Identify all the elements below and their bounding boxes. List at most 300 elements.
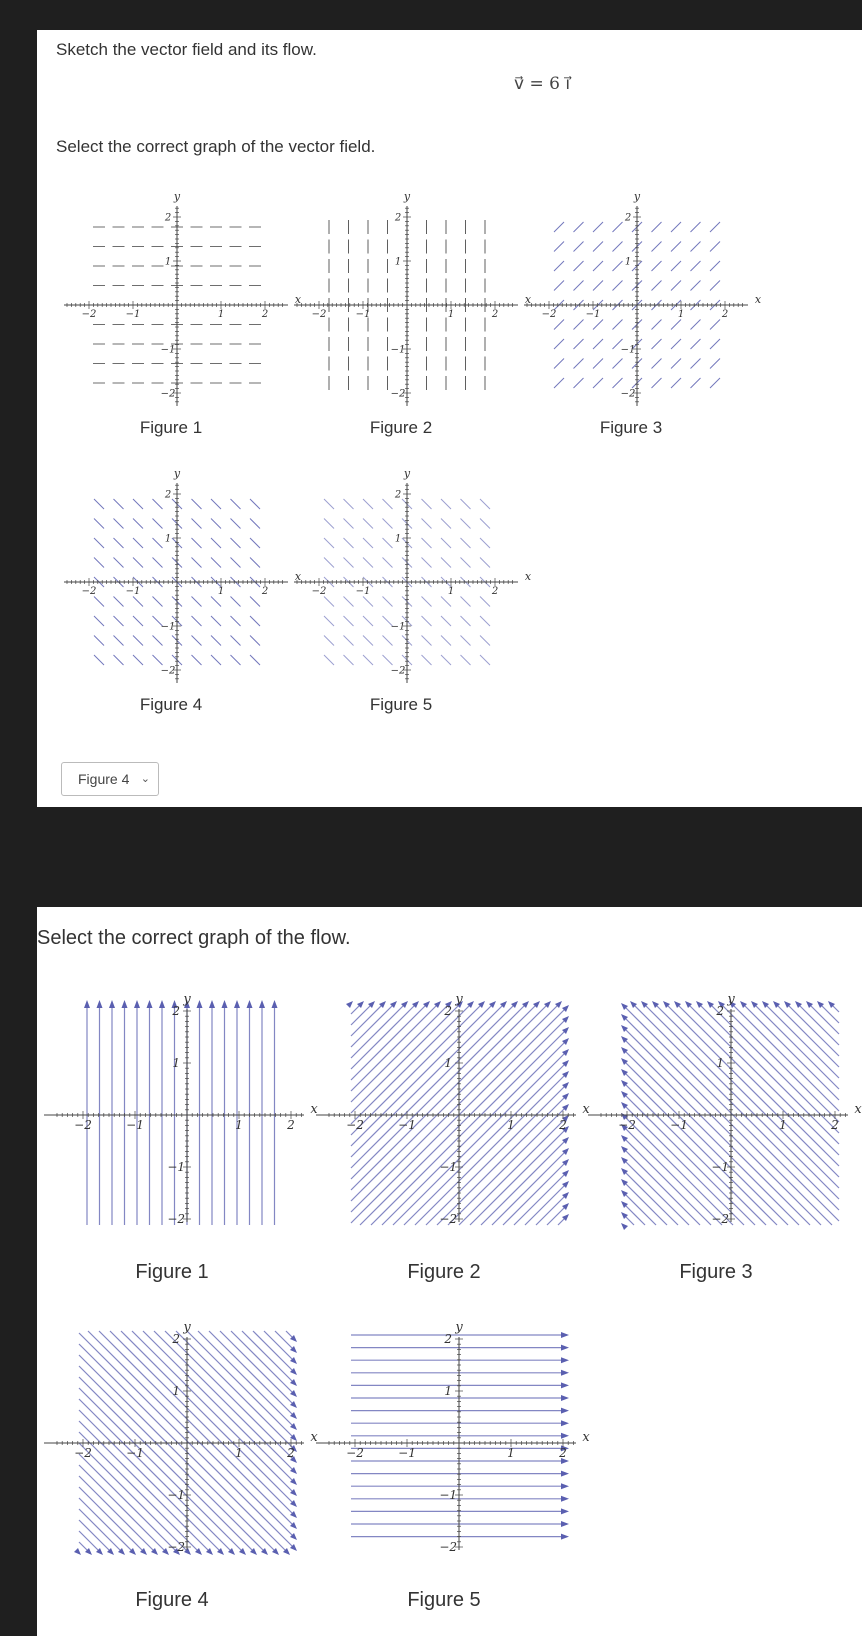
y-axis-label: y bbox=[403, 467, 411, 480]
field-arrow bbox=[671, 261, 681, 271]
x-tick-label: −1 bbox=[125, 309, 141, 320]
field-arrow bbox=[231, 499, 241, 509]
y-tick-label: −2 bbox=[439, 1212, 458, 1227]
field-arrow bbox=[211, 655, 221, 665]
field-arrow bbox=[324, 538, 334, 548]
field-answer-select[interactable] bbox=[61, 762, 159, 796]
flow-line bbox=[351, 1003, 527, 1179]
x-tick-label: −2 bbox=[618, 1118, 636, 1132]
y-tick-label: −1 bbox=[711, 1160, 730, 1175]
field-arrow bbox=[250, 558, 260, 568]
x-tick-label: −1 bbox=[126, 1118, 144, 1132]
flow-line bbox=[623, 1071, 777, 1225]
field-arrow bbox=[133, 636, 143, 646]
field-arrow bbox=[480, 597, 490, 607]
field-arrow bbox=[613, 242, 623, 252]
y-axis-label: y bbox=[183, 992, 191, 1007]
field-arrow bbox=[94, 519, 104, 529]
y-axis-label: y bbox=[403, 190, 411, 203]
field-arrow bbox=[574, 261, 584, 271]
field-arrow bbox=[153, 519, 163, 529]
y-tick-label: 1 bbox=[394, 256, 402, 268]
chevron-down-icon: ⌄ bbox=[140, 773, 150, 785]
field-arrow bbox=[133, 558, 143, 568]
x-axis-label: x bbox=[754, 293, 762, 306]
flow-line bbox=[88, 1331, 295, 1538]
field-arrow bbox=[250, 519, 260, 529]
y-tick-label: −1 bbox=[439, 1160, 458, 1175]
flow-line bbox=[764, 1003, 839, 1078]
field-arrow bbox=[593, 378, 603, 388]
vector-field-figure-3 bbox=[522, 178, 762, 410]
y-tick-label: 2 bbox=[444, 1004, 453, 1019]
field-caption-3: Figure 3 bbox=[599, 418, 663, 437]
field-arrow bbox=[422, 616, 432, 626]
field-arrow bbox=[133, 538, 143, 548]
field-arrow bbox=[441, 558, 451, 568]
field-arrow bbox=[153, 538, 163, 548]
field-arrow bbox=[422, 597, 432, 607]
field-arrow bbox=[593, 242, 603, 252]
field-arrow bbox=[250, 655, 260, 665]
y-tick-label: 1 bbox=[394, 533, 402, 545]
field-arrow bbox=[153, 499, 163, 509]
field-arrow bbox=[613, 222, 623, 232]
x-axis-label: x bbox=[294, 293, 302, 306]
flow-line bbox=[220, 1331, 295, 1406]
flow-line bbox=[623, 1060, 788, 1225]
y-tick-label: −1 bbox=[439, 1488, 458, 1503]
field-arrow bbox=[461, 538, 471, 548]
field-arrow bbox=[554, 242, 564, 252]
flow-line bbox=[623, 1203, 645, 1225]
field-arrow bbox=[153, 655, 163, 665]
field-arrow bbox=[383, 597, 393, 607]
flow-line bbox=[623, 1159, 689, 1225]
field-arrow bbox=[671, 359, 681, 369]
field-arrow bbox=[574, 242, 584, 252]
field-arrow bbox=[231, 538, 241, 548]
y-tick-label: −1 bbox=[160, 621, 176, 633]
field-arrow bbox=[231, 519, 241, 529]
x-axis-label: x bbox=[310, 1430, 318, 1445]
field-arrow bbox=[652, 339, 662, 349]
flow-line bbox=[351, 1003, 516, 1168]
field-arrow bbox=[441, 499, 451, 509]
field-arrow bbox=[554, 261, 564, 271]
flow-line bbox=[742, 1003, 839, 1100]
x-tick-label: 1 bbox=[447, 586, 455, 597]
field-arrow bbox=[133, 519, 143, 529]
field-arrow bbox=[671, 339, 681, 349]
y-axis-label: y bbox=[633, 190, 641, 203]
field-arrow bbox=[383, 499, 393, 509]
flow-arrowhead bbox=[561, 1370, 569, 1376]
x-tick-label: 1 bbox=[447, 309, 455, 320]
field-arrow bbox=[192, 636, 202, 646]
y-axis-label: y bbox=[455, 992, 463, 1007]
x-tick-label: −2 bbox=[541, 309, 557, 320]
x-tick-label: −2 bbox=[346, 1446, 364, 1460]
y-tick-label: 2 bbox=[164, 489, 172, 501]
field-arrow bbox=[344, 538, 354, 548]
y-tick-label: 2 bbox=[172, 1332, 181, 1347]
x-tick-label: −1 bbox=[585, 309, 601, 320]
flow-line bbox=[351, 1003, 373, 1025]
field-arrow bbox=[652, 359, 662, 369]
question-panel-field bbox=[37, 30, 862, 807]
field-arrow bbox=[461, 655, 471, 665]
field-arrow bbox=[153, 597, 163, 607]
flow-line bbox=[676, 1003, 839, 1166]
x-tick-label: 1 bbox=[779, 1118, 787, 1132]
flow-line bbox=[79, 1509, 123, 1553]
flow-line bbox=[623, 1093, 755, 1225]
x-tick-label: 2 bbox=[261, 309, 269, 320]
field-arrow bbox=[324, 616, 334, 626]
y-tick-label: 2 bbox=[394, 212, 402, 224]
flow-line bbox=[79, 1487, 145, 1553]
y-tick-label: −1 bbox=[160, 344, 176, 356]
field-question: Select the correct graph of the vector field. bbox=[56, 137, 376, 156]
flow-arrowhead bbox=[561, 1521, 569, 1527]
field-arrow bbox=[211, 636, 221, 646]
x-tick-label: −1 bbox=[398, 1118, 416, 1132]
field-arrow bbox=[710, 378, 720, 388]
field-arrow bbox=[574, 359, 584, 369]
field-arrow bbox=[554, 339, 564, 349]
field-arrow bbox=[554, 378, 564, 388]
field-arrow bbox=[574, 222, 584, 232]
flow-line bbox=[143, 1331, 295, 1483]
y-tick-label: −2 bbox=[167, 1212, 186, 1227]
field-arrow bbox=[250, 616, 260, 626]
field-arrow bbox=[691, 242, 701, 252]
flow-line bbox=[351, 1003, 560, 1212]
flow-arrowhead bbox=[122, 1000, 128, 1008]
flow-arrowhead bbox=[561, 1483, 569, 1489]
y-tick-label: 2 bbox=[172, 1004, 181, 1019]
flow-arrowhead bbox=[159, 1000, 165, 1008]
field-arrow bbox=[652, 378, 662, 388]
field-arrow bbox=[250, 538, 260, 548]
field-arrow bbox=[231, 636, 241, 646]
flow-line bbox=[79, 1465, 167, 1553]
flow-line bbox=[786, 1003, 839, 1056]
flow-arrowhead bbox=[561, 1382, 569, 1388]
field-arrow bbox=[211, 519, 221, 529]
field-arrow bbox=[363, 597, 373, 607]
flow-line bbox=[351, 1003, 406, 1058]
flow-arrowhead bbox=[346, 1001, 353, 1008]
field-arrow bbox=[383, 558, 393, 568]
field-arrow bbox=[250, 597, 260, 607]
y-axis-label: y bbox=[173, 467, 181, 480]
x-tick-label: −2 bbox=[311, 309, 327, 320]
x-tick-label: 2 bbox=[721, 309, 729, 320]
field-arrow bbox=[94, 538, 104, 548]
flow-line bbox=[623, 1049, 799, 1225]
flow-arrowhead bbox=[561, 1357, 569, 1363]
field-arrow bbox=[133, 655, 143, 665]
field-arrow bbox=[324, 655, 334, 665]
x-tick-label: −1 bbox=[398, 1446, 416, 1460]
field-arrow bbox=[574, 281, 584, 291]
field-arrow bbox=[710, 242, 720, 252]
x-tick-label: −2 bbox=[81, 586, 97, 597]
flow-line bbox=[79, 1377, 255, 1553]
flow-line bbox=[623, 1137, 711, 1225]
flow-line bbox=[351, 1003, 472, 1124]
y-tick-label: 1 bbox=[624, 256, 632, 268]
field-arrow bbox=[211, 558, 221, 568]
vector-field-figure-2 bbox=[292, 178, 532, 410]
field-arrow bbox=[593, 320, 603, 330]
field-arrow bbox=[593, 222, 603, 232]
y-tick-label: −2 bbox=[390, 388, 406, 400]
flow-arrowhead bbox=[209, 1000, 215, 1008]
flow-caption-4: Figure 4 bbox=[135, 1589, 209, 1611]
field-arrow bbox=[94, 655, 104, 665]
y-axis-label: y bbox=[727, 992, 735, 1007]
field-arrow bbox=[613, 261, 623, 271]
field-arrow bbox=[480, 538, 490, 548]
flow-line bbox=[351, 1003, 494, 1146]
field-arrow bbox=[133, 616, 143, 626]
flow-figure-4 bbox=[42, 1305, 318, 1555]
y-tick-label: 1 bbox=[444, 1056, 453, 1071]
field-arrow bbox=[192, 558, 202, 568]
field-arrow bbox=[574, 378, 584, 388]
x-tick-label: −1 bbox=[670, 1118, 688, 1132]
field-arrow bbox=[383, 519, 393, 529]
flow-caption-3: Figure 3 bbox=[679, 1261, 753, 1283]
flow-figure-1 bbox=[42, 977, 318, 1227]
x-tick-label: 1 bbox=[217, 309, 225, 320]
y-tick-label: 1 bbox=[172, 1056, 181, 1071]
x-tick-label: 2 bbox=[491, 586, 499, 597]
y-tick-label: 2 bbox=[624, 212, 632, 224]
flow-figure-5 bbox=[314, 1305, 590, 1555]
field-arrow bbox=[480, 499, 490, 509]
field-arrow bbox=[192, 538, 202, 548]
flow-line bbox=[797, 1003, 839, 1045]
field-arrow bbox=[441, 538, 451, 548]
field-arrow bbox=[574, 339, 584, 349]
y-tick-label: 2 bbox=[394, 489, 402, 501]
field-arrow bbox=[461, 597, 471, 607]
flow-arrowhead bbox=[272, 1000, 278, 1008]
field-arrow bbox=[652, 242, 662, 252]
x-axis-label: x bbox=[582, 1430, 590, 1445]
flow-line bbox=[79, 1399, 233, 1553]
flow-line bbox=[514, 1172, 567, 1225]
flow-line bbox=[79, 1476, 156, 1553]
x-tick-label: 1 bbox=[507, 1118, 515, 1132]
y-tick-label: −1 bbox=[167, 1488, 186, 1503]
field-arrow bbox=[480, 636, 490, 646]
field-arrow bbox=[554, 281, 564, 291]
field-arrow bbox=[383, 655, 393, 665]
field-arrow bbox=[250, 636, 260, 646]
field-arrow bbox=[344, 636, 354, 646]
y-tick-label: 1 bbox=[444, 1384, 453, 1399]
flow-arrowhead bbox=[621, 1223, 628, 1230]
field-arrow bbox=[593, 359, 603, 369]
flow-caption-2: Figure 2 bbox=[407, 1261, 481, 1283]
field-arrow bbox=[114, 597, 124, 607]
x-tick-label: −1 bbox=[355, 586, 371, 597]
field-arrow bbox=[461, 558, 471, 568]
field-arrow bbox=[710, 222, 720, 232]
field-arrow bbox=[383, 538, 393, 548]
x-tick-label: 1 bbox=[217, 586, 225, 597]
field-arrow bbox=[671, 242, 681, 252]
flow-line bbox=[753, 1003, 839, 1089]
flow-arrowhead bbox=[234, 1000, 240, 1008]
field-arrow bbox=[133, 597, 143, 607]
field-arrow bbox=[652, 281, 662, 291]
flow-line bbox=[623, 1170, 678, 1225]
field-arrow bbox=[691, 222, 701, 232]
field-arrow bbox=[114, 519, 124, 529]
field-arrow bbox=[114, 636, 124, 646]
field-caption-4: Figure 4 bbox=[139, 695, 203, 714]
flow-line bbox=[623, 1082, 766, 1225]
field-arrow bbox=[422, 538, 432, 548]
flow-line bbox=[687, 1003, 839, 1155]
x-tick-label: −1 bbox=[355, 309, 371, 320]
flow-line bbox=[79, 1421, 211, 1553]
flow-arrowhead bbox=[561, 1395, 569, 1401]
field-arrow bbox=[344, 558, 354, 568]
field-arrow bbox=[480, 519, 490, 529]
field-arrow bbox=[94, 597, 104, 607]
field-arrow bbox=[480, 616, 490, 626]
field-arrow bbox=[461, 499, 471, 509]
field-caption-5: Figure 5 bbox=[369, 695, 433, 714]
field-arrow bbox=[710, 261, 720, 271]
y-tick-label: −2 bbox=[620, 388, 636, 400]
field-arrow bbox=[231, 558, 241, 568]
flow-line bbox=[253, 1331, 295, 1373]
field-arrow bbox=[574, 320, 584, 330]
flow-line bbox=[351, 1003, 428, 1080]
field-arrow bbox=[363, 558, 373, 568]
field-arrow bbox=[94, 616, 104, 626]
y-axis-label: y bbox=[455, 1320, 463, 1335]
field-arrow bbox=[554, 222, 564, 232]
field-arrow bbox=[363, 519, 373, 529]
x-tick-label: −2 bbox=[81, 309, 97, 320]
field-arrow bbox=[710, 339, 720, 349]
field-arrow bbox=[441, 655, 451, 665]
x-tick-label: 2 bbox=[831, 1118, 839, 1132]
y-tick-label: 1 bbox=[164, 533, 172, 545]
flow-line bbox=[623, 1016, 832, 1225]
x-tick-label: 1 bbox=[235, 1446, 243, 1460]
x-axis-label: x bbox=[524, 570, 532, 583]
y-tick-label: −2 bbox=[711, 1212, 730, 1227]
field-arrow bbox=[211, 597, 221, 607]
x-axis-label: x bbox=[294, 570, 302, 583]
field-arrow bbox=[593, 261, 603, 271]
flow-line bbox=[492, 1150, 567, 1225]
field-arrow bbox=[691, 320, 701, 330]
x-tick-label: 2 bbox=[261, 586, 269, 597]
field-arrow bbox=[211, 616, 221, 626]
flow-line bbox=[623, 1148, 700, 1225]
vector-field-figure-1 bbox=[62, 178, 302, 410]
field-arrow bbox=[114, 538, 124, 548]
field-arrow bbox=[613, 320, 623, 330]
selected-value: Figure 4 bbox=[78, 771, 130, 787]
field-arrow bbox=[461, 616, 471, 626]
field-arrow bbox=[94, 499, 104, 509]
flow-line bbox=[382, 1040, 567, 1225]
y-tick-label: 1 bbox=[164, 256, 172, 268]
field-arrow bbox=[710, 281, 720, 291]
flow-arrowhead bbox=[97, 1000, 103, 1008]
flow-arrowhead bbox=[561, 1508, 569, 1514]
field-arrow bbox=[441, 519, 451, 529]
flow-line bbox=[654, 1003, 839, 1188]
y-tick-label: −1 bbox=[390, 344, 406, 356]
flow-arrowhead bbox=[197, 1000, 203, 1008]
x-tick-label: 1 bbox=[677, 309, 685, 320]
flow-line bbox=[720, 1003, 839, 1122]
field-arrow bbox=[324, 636, 334, 646]
flow-line bbox=[351, 1003, 453, 1102]
flow-arrowhead bbox=[84, 1000, 90, 1008]
field-caption-2: Figure 2 bbox=[369, 418, 433, 437]
x-axis-label: x bbox=[854, 1102, 862, 1117]
field-arrow bbox=[133, 499, 143, 509]
flow-arrowhead bbox=[134, 1000, 140, 1008]
field-arrow bbox=[363, 636, 373, 646]
field-arrow bbox=[114, 499, 124, 509]
field-arrow bbox=[671, 378, 681, 388]
flow-arrowhead bbox=[561, 1345, 569, 1351]
y-tick-label: 2 bbox=[716, 1004, 725, 1019]
field-arrow bbox=[324, 558, 334, 568]
x-tick-label: −2 bbox=[74, 1446, 92, 1460]
y-tick-label: 2 bbox=[164, 212, 172, 224]
field-arrow bbox=[344, 655, 354, 665]
field-arrow bbox=[383, 636, 393, 646]
field-arrow bbox=[691, 261, 701, 271]
vector-field-figure-5 bbox=[292, 455, 532, 687]
field-arrow bbox=[671, 320, 681, 330]
flow-caption-5: Figure 5 bbox=[407, 1589, 481, 1611]
field-arrow bbox=[363, 655, 373, 665]
x-tick-label: −2 bbox=[311, 586, 327, 597]
y-tick-label: −2 bbox=[390, 665, 406, 677]
y-tick-label: −1 bbox=[167, 1160, 186, 1175]
field-arrow bbox=[231, 597, 241, 607]
field-arrow bbox=[114, 655, 124, 665]
prompt-text: Sketch the vector field and its flow. bbox=[56, 40, 317, 59]
field-arrow bbox=[554, 359, 564, 369]
y-tick-label: −2 bbox=[160, 388, 176, 400]
flow-line bbox=[79, 1410, 222, 1553]
flow-line bbox=[79, 1388, 244, 1553]
y-tick-label: −2 bbox=[439, 1540, 458, 1555]
flow-line bbox=[623, 1181, 667, 1225]
flow-figure-3 bbox=[586, 977, 862, 1227]
flow-arrowhead bbox=[561, 1496, 569, 1502]
flow-arrowhead bbox=[561, 1420, 569, 1426]
